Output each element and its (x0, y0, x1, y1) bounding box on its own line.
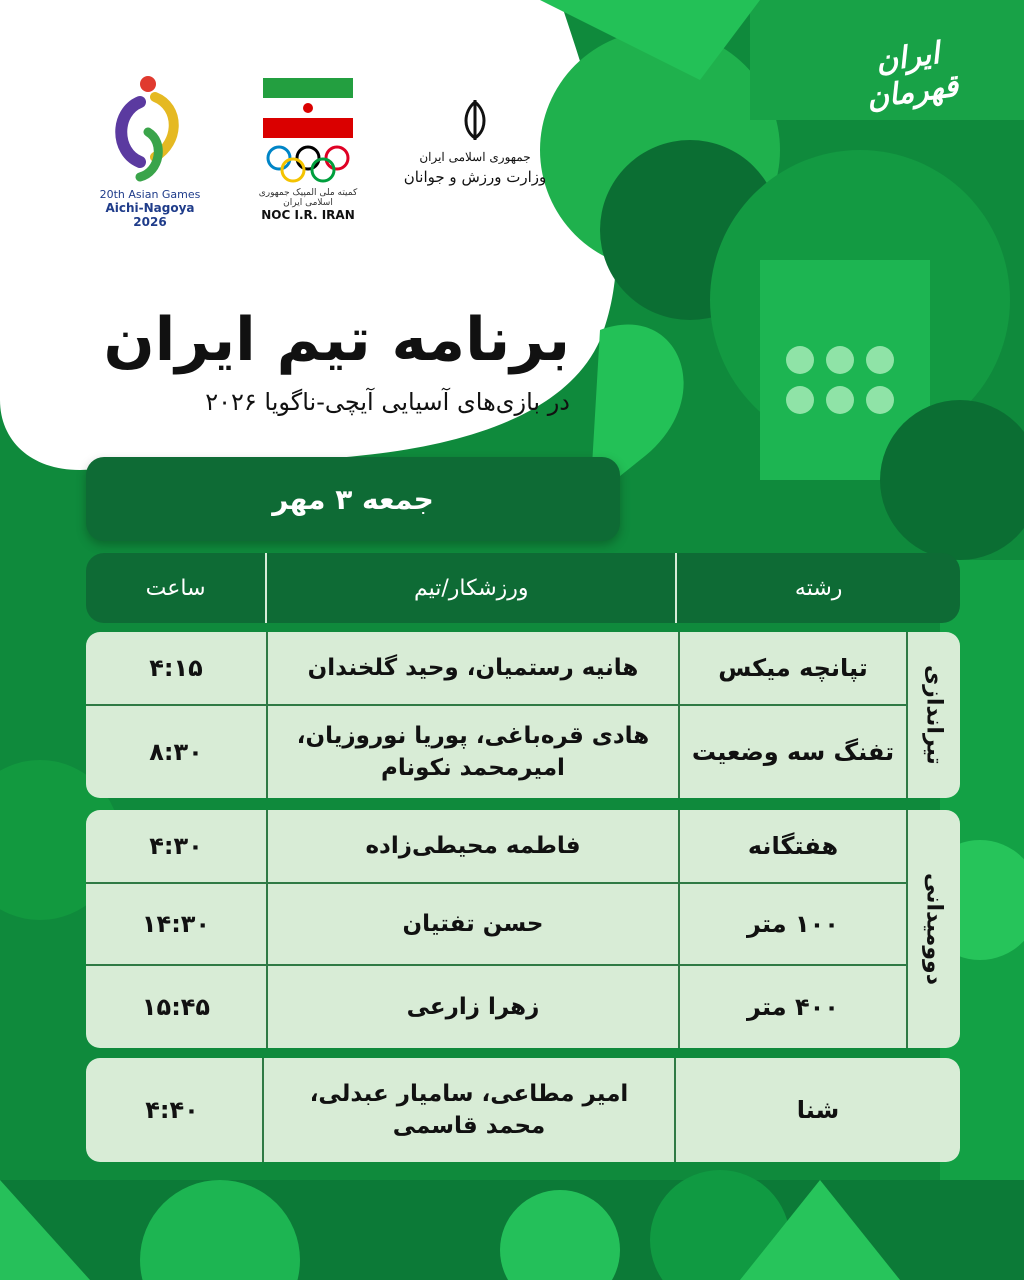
cell-time: ۴:۴۰ (145, 1096, 199, 1124)
cell-field: ۴۰۰ متر (678, 966, 906, 1048)
table-row (86, 1058, 960, 1162)
schedule-group-athletics (86, 810, 960, 1048)
table-header (86, 553, 960, 623)
table-row (86, 966, 906, 1048)
olympic-rings-icon (263, 144, 353, 184)
cell-team: هانیه رستمیان، وحید گلخندان (266, 632, 678, 704)
table-row (86, 706, 906, 798)
cell-time: ۴:۳۰ (149, 832, 203, 860)
iran-flag-icon (263, 78, 353, 140)
ministry-logo (395, 98, 555, 186)
page-title: برنامه تیم ایران (103, 305, 570, 375)
cell-field: شنا (674, 1058, 960, 1162)
ministry-line2: وزارت ورزش و جوانان (403, 168, 547, 186)
noc-logo (258, 78, 358, 222)
cell-team: حسن تفتیان (266, 884, 678, 964)
brand-logo: ایران قهرمان (864, 35, 961, 117)
asian-games-line2: Aichi-Nagoya 2026 (105, 201, 195, 229)
category-label: دوومیدانی (906, 810, 960, 1048)
cell-field: تفنگ سه وضعیت (678, 706, 906, 798)
cell-field: تپانچه میکس (678, 632, 906, 704)
cell-field: هفتگانه (678, 810, 906, 882)
page-subtitle: در بازی‌های آسیایی آیچی-ناگویا ۲۰۲۶ (205, 388, 570, 416)
asian-games-line1: 20th Asian Games (99, 188, 201, 201)
cell-team: امیر مطاعی، سامیار عبدلی، محمد قاسمی (262, 1058, 674, 1162)
header-field: رشته (675, 553, 960, 623)
category-label: تیراندازی (906, 632, 960, 798)
cell-time: ۸:۳۰ (149, 738, 203, 766)
noc-persian-text: کمیته ملی المپیک جمهوری اسلامی ایران (258, 188, 358, 208)
noc-english-text: NOC I.R. IRAN (261, 208, 355, 222)
cell-team: فاطمه محیطی‌زاده (266, 810, 678, 882)
header-time: ساعت (145, 575, 206, 601)
table-row (86, 810, 906, 884)
asian-games-logo (95, 72, 205, 229)
ministry-line1: جمهوری اسلامی ایران (419, 150, 531, 164)
schedule-group-swimming (86, 1058, 960, 1162)
cell-team: هادی قره‌باغی، پوریا نوروزیان، امیرمحمد نکونام (266, 706, 678, 798)
cell-time: ۱۴:۳۰ (141, 910, 211, 938)
table-row (86, 884, 906, 966)
date-banner: جمعه ۳ مهر (86, 457, 620, 541)
asian-games-emblem-icon (110, 72, 190, 182)
cell-time: ۴:۱۵ (149, 654, 203, 682)
iran-emblem-icon (453, 98, 497, 142)
header-team: ورزشکار/تیم (265, 553, 675, 623)
cell-time: ۱۵:۴۵ (141, 993, 211, 1021)
cell-field: ۱۰۰ متر (678, 884, 906, 964)
cell-team: زهرا زارعی (266, 966, 678, 1048)
table-row (86, 632, 906, 706)
schedule-group-shooting (86, 632, 960, 798)
